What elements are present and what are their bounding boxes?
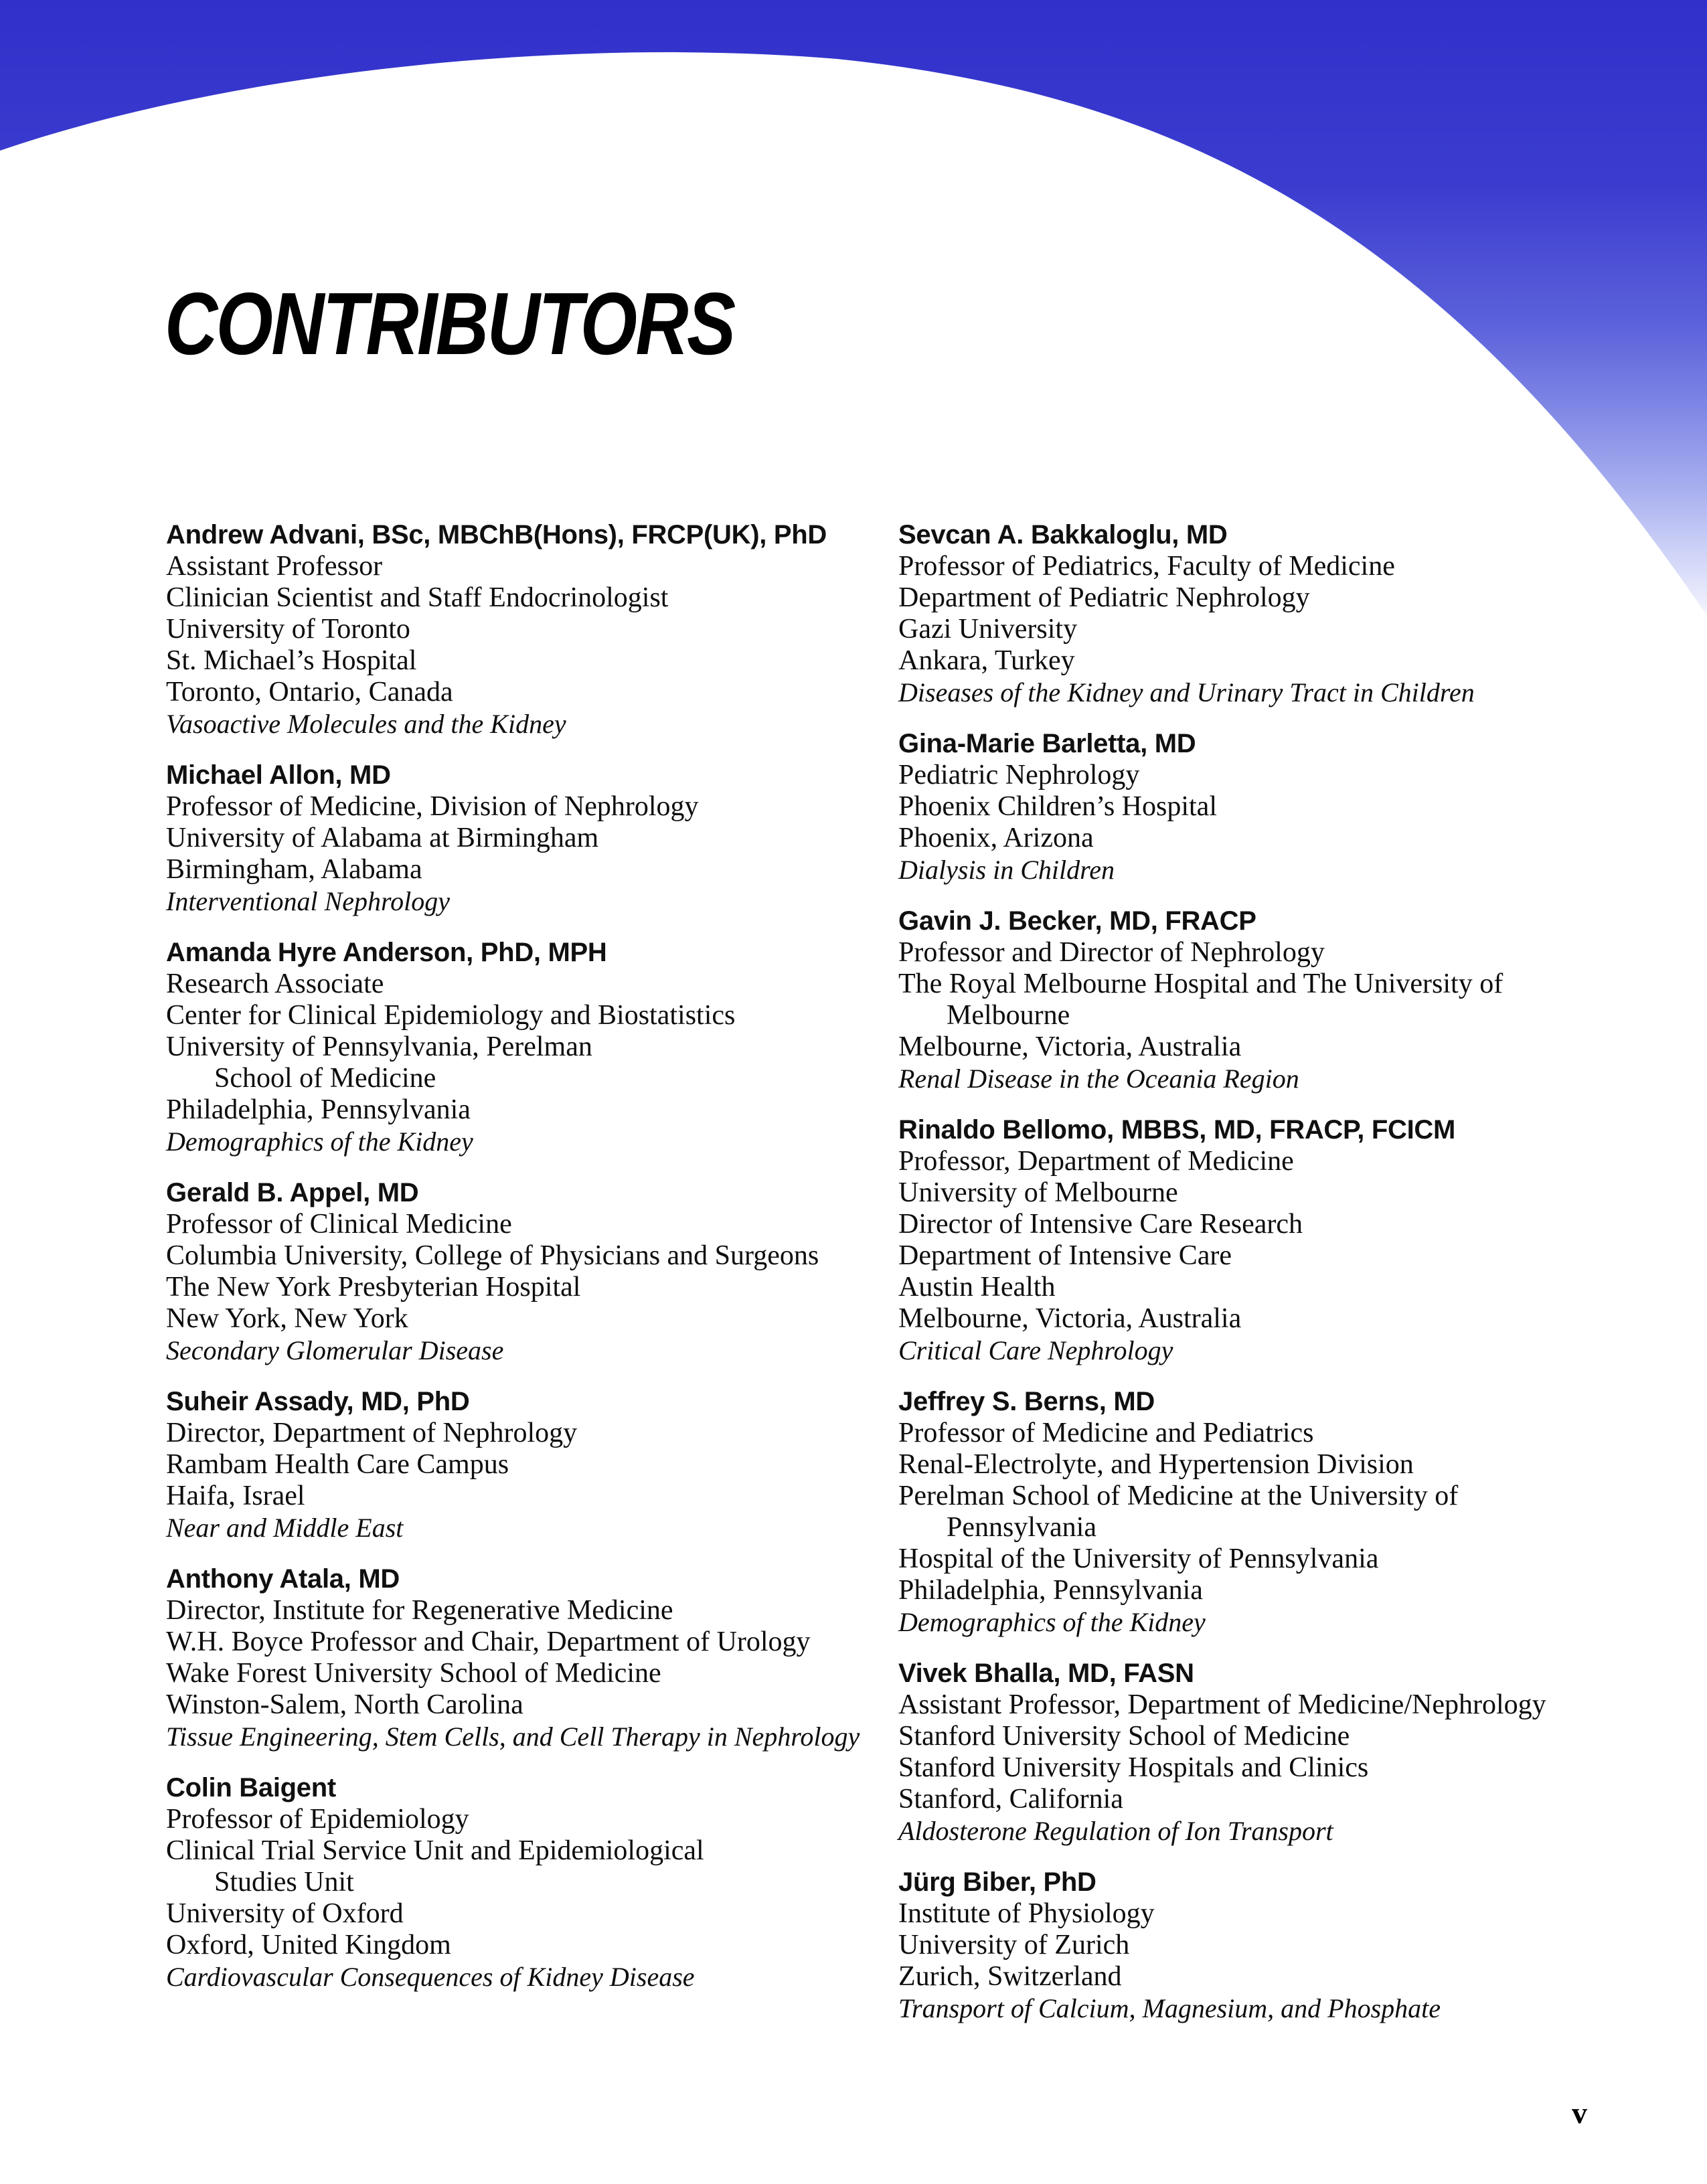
contributor-name: Gina-Marie Barletta, MD [898, 729, 1196, 758]
contributor-line: University of Toronto [166, 614, 410, 645]
contributor-line: Melbourne, Victoria, Australia [898, 1303, 1242, 1334]
contributor-line: Ankara, Turkey [898, 645, 1075, 676]
contributor-name: Gerald B. Appel, MD [166, 1178, 419, 1207]
contributor-line: Winston-Salem, North Carolina [166, 1689, 523, 1720]
contributor-name: Jeffrey S. Berns, MD [898, 1387, 1155, 1416]
contributor-line: New York, New York [166, 1303, 408, 1334]
contributor-line: Department of Intensive Care [898, 1240, 1232, 1271]
contributor-topic: Interventional Nephrology [166, 886, 450, 916]
contributor-entry [898, 906, 1692, 1094]
contributor-topic: Secondary Glomerular Disease [166, 1335, 504, 1365]
contributor-line: Center for Clinical Epidemiology and Biostatistics [166, 1000, 736, 1031]
contributor-line: Melbourne [947, 1000, 1070, 1031]
contributor-line: Professor, Department of Medicine [898, 1146, 1294, 1177]
contributor-line: Professor of Medicine, Division of Nephrology [166, 791, 699, 822]
contributor-entry [166, 1564, 897, 1752]
contributor-line: University of Melbourne [898, 1177, 1178, 1208]
contributor-line: Pennsylvania [947, 1512, 1096, 1543]
contributor-name: Colin Baigent [166, 1773, 336, 1802]
contributor-line: The New York Presbyterian Hospital [166, 1272, 581, 1303]
contributor-entry [898, 728, 1692, 886]
contributor-line: Stanford University School of Medicine [898, 1721, 1350, 1752]
contributor-line: University of Pennsylvania, Perelman [166, 1031, 592, 1062]
contributor-name: Vivek Bhalla, MD, FASN [898, 1659, 1194, 1688]
contributor-line: Haifa, Israel [166, 1481, 305, 1511]
contributor-line: W.H. Boyce Professor and Chair, Department of Urology [166, 1626, 811, 1657]
contributor-name: Amanda Hyre Anderson, PhD, MPH [166, 938, 607, 967]
contributor-name: Suheir Assady, MD, PhD [166, 1387, 470, 1416]
contributor-line: Research Associate [166, 969, 384, 999]
contributor-line: Stanford, California [898, 1784, 1123, 1815]
contributor-line: Assistant Professor [166, 551, 383, 582]
contributor-line: School of Medicine [214, 1063, 436, 1094]
contributor-line: Professor of Medicine and Pediatrics [898, 1418, 1314, 1448]
contributor-entry [166, 519, 897, 740]
contributor-topic: Near and Middle East [166, 1513, 404, 1543]
contributors-column-right [898, 519, 1692, 2044]
contributor-line: University of Zurich [898, 1930, 1130, 1960]
contributor-entry [166, 760, 897, 917]
contributor-line: University of Alabama at Birmingham [166, 823, 599, 853]
contributor-line: Melbourne, Victoria, Australia [898, 1031, 1242, 1062]
contributor-line: Birmingham, Alabama [166, 854, 422, 885]
contributor-line: Hospital of the University of Pennsylvania [898, 1543, 1379, 1574]
contributor-entry [898, 1386, 1692, 1638]
contributor-name: Jürg Biber, PhD [898, 1867, 1096, 1897]
contributor-name: Anthony Atala, MD [166, 1564, 400, 1594]
contributor-line: Austin Health [898, 1272, 1056, 1303]
contributor-topic: Demographics of the Kidney [898, 1607, 1206, 1637]
contributor-line: Studies Unit [214, 1867, 354, 1898]
contributor-line: Zurich, Switzerland [898, 1961, 1122, 1992]
contributor-line: Department of Pediatric Nephrology [898, 582, 1310, 613]
contributor-topic: Vasoactive Molecules and the Kidney [166, 709, 566, 739]
contributor-entry [166, 1177, 897, 1366]
contributor-topic: Demographics of the Kidney [166, 1126, 473, 1157]
contributor-line: Clinical Trial Service Unit and Epidemiological [166, 1835, 704, 1866]
contributor-topic: Cardiovascular Consequences of Kidney Disease [166, 1962, 695, 1992]
contributor-entry [898, 519, 1692, 708]
contributor-line: Institute of Physiology [898, 1898, 1155, 1929]
contributor-entry [166, 1772, 897, 1993]
contributor-entry [898, 1867, 1692, 2024]
contributor-line: Columbia University, College of Physicians and Surgeons [166, 1240, 819, 1271]
contributor-line: Professor of Epidemiology [166, 1804, 469, 1835]
contributor-line: Perelman School of Medicine at the University of [898, 1481, 1459, 1511]
contributor-topic: Critical Care Nephrology [898, 1335, 1173, 1365]
contributor-line: Phoenix Children’s Hospital [898, 791, 1217, 822]
contributor-line: Pediatric Nephrology [898, 760, 1140, 790]
contributor-line: Philadelphia, Pennsylvania [898, 1575, 1203, 1606]
contributor-name: Michael Allon, MD [166, 760, 391, 790]
contributor-entry [898, 1658, 1692, 1847]
contributor-line: Gazi University [898, 614, 1078, 645]
contributor-topic: Renal Disease in the Oceania Region [898, 1064, 1299, 1094]
contributor-line: Director of Intensive Care Research [898, 1209, 1303, 1240]
contributor-line: Renal-Electrolyte, and Hypertension Division [898, 1449, 1414, 1480]
page-number: v [1572, 2096, 1587, 2130]
contributor-line: Director, Department of Nephrology [166, 1418, 578, 1448]
contributor-line: Rambam Health Care Campus [166, 1449, 509, 1480]
contributor-line: Professor of Clinical Medicine [166, 1209, 512, 1240]
contributor-line: Wake Forest University School of Medicine [166, 1658, 661, 1689]
contributor-line: The Royal Melbourne Hospital and The University of [898, 969, 1503, 999]
contributor-topic: Transport of Calcium, Magnesium, and Phosphate [898, 1993, 1441, 2023]
contributor-name: Andrew Advani, BSc, MBChB(Hons), FRCP(UK), PhD [166, 520, 827, 550]
contributor-line: Clinician Scientist and Staff Endocrinologist [166, 582, 669, 613]
contributors-column-left [166, 519, 897, 2013]
contributor-line: Phoenix, Arizona [898, 823, 1094, 853]
contributor-topic: Dialysis in Children [898, 855, 1115, 885]
contributor-line: Director, Institute for Regenerative Medicine [166, 1595, 673, 1626]
contributor-line: Toronto, Ontario, Canada [166, 677, 453, 707]
contributor-topic: Diseases of the Kidney and Urinary Tract in Children [898, 677, 1475, 707]
page-title: CONTRIBUTORS [165, 274, 734, 373]
contributor-entry [166, 1386, 897, 1543]
contributor-line: St. Michael’s Hospital [166, 645, 417, 676]
contributor-topic: Aldosterone Regulation of Ion Transport [898, 1816, 1333, 1846]
contributor-name: Sevcan A. Bakkaloglu, MD [898, 520, 1228, 550]
contributor-entry [898, 1114, 1692, 1366]
contributor-entry [166, 937, 897, 1157]
contributor-name: Rinaldo Bellomo, MBBS, MD, FRACP, FCICM [898, 1115, 1456, 1145]
contributor-line: Stanford University Hospitals and Clinics [898, 1752, 1369, 1783]
contributor-line: Oxford, United Kingdom [166, 1930, 451, 1960]
contributor-name: Gavin J. Becker, MD, FRACP [898, 906, 1256, 936]
contributor-line: University of Oxford [166, 1898, 404, 1929]
contributor-line: Philadelphia, Pennsylvania [166, 1094, 471, 1125]
contributor-line: Professor of Pediatrics, Faculty of Medicine [898, 551, 1395, 582]
contributor-line: Professor and Director of Nephrology [898, 937, 1325, 968]
contributor-line: Assistant Professor, Department of Medicine/Nephrology [898, 1689, 1546, 1720]
contributor-topic: Tissue Engineering, Stem Cells, and Cell Therapy in Nephrology [166, 1721, 860, 1752]
